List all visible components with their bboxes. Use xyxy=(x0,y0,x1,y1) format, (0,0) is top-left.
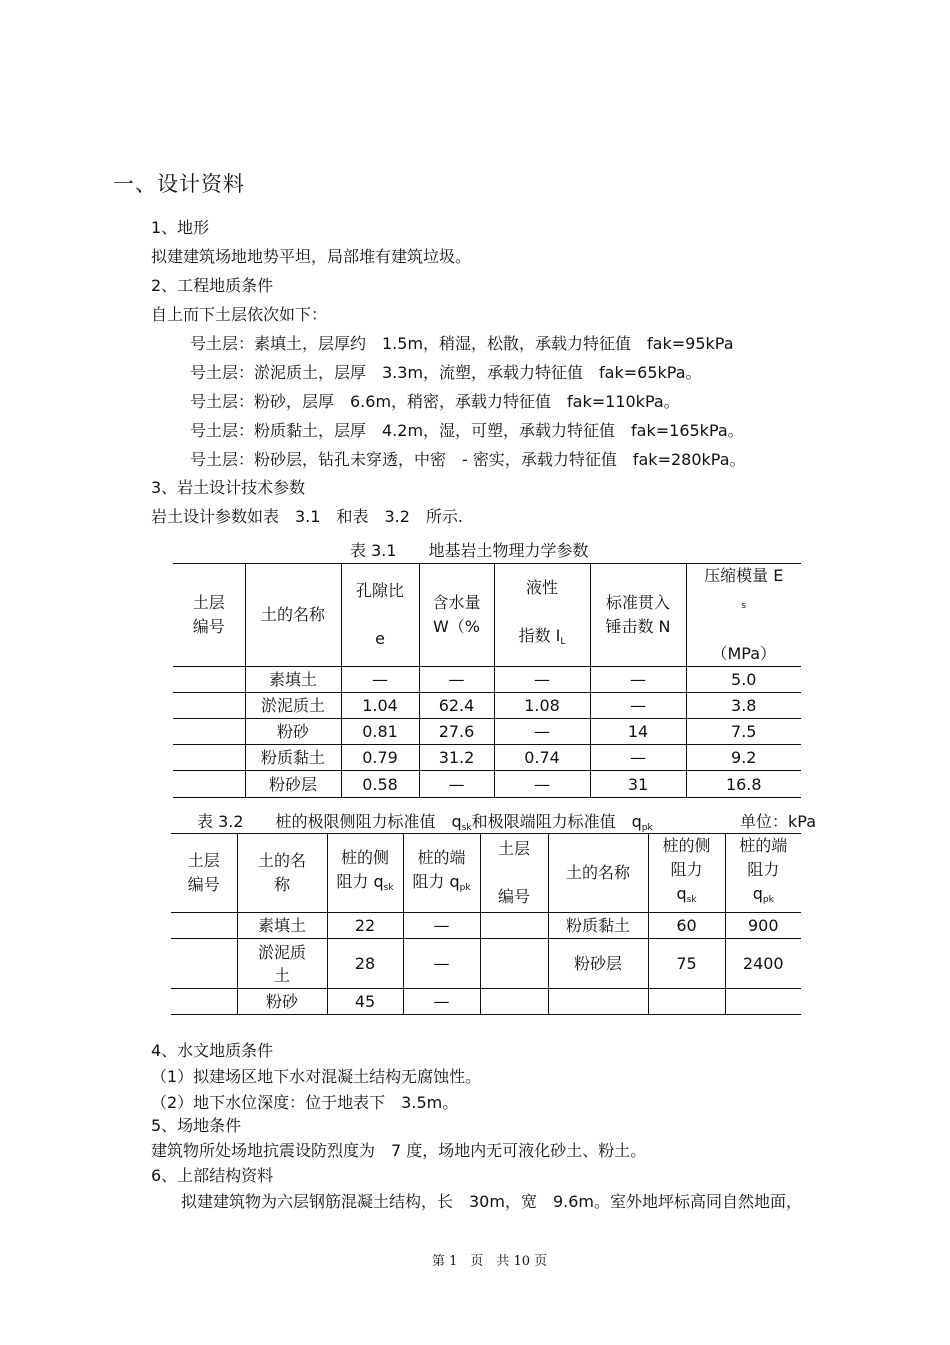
soil-layer-1: 号土层：素填土，层厚约 1.5m，稍湿，松散，承载力特征值 fak=95kPa xyxy=(190,334,734,353)
section-title-hydro: 4、水文地质条件 xyxy=(151,1041,274,1060)
section-title-geology: 2、工程地质条件 xyxy=(151,276,274,295)
table1-header-row xyxy=(173,564,801,667)
th-spt: 标准贯入 锤击数 N xyxy=(590,564,686,667)
table-row: 素填土 — — — — 5.0 xyxy=(173,667,801,693)
table2-header-row xyxy=(171,834,801,913)
soil-layer-5: 号土层：粉砂层，钻孔未穿透，中密 - 密实，承载力特征值 fak=280kPa。 xyxy=(190,450,746,469)
page-footer: 第 1 页 共 10 页 xyxy=(432,1254,548,1269)
section-title-site: 5、场地条件 xyxy=(151,1116,242,1135)
table-row: 粉质黏土 0.79 31.2 0.74 — 9.2 xyxy=(173,745,801,771)
soil-layer-2: 号土层：淤泥质土，层厚 3.3m，流塑，承载力特征值 fak=65kPa。 xyxy=(190,363,702,382)
soil-properties-table xyxy=(173,563,801,798)
params-text: 岩土设计参数如表 3.1 和表 3.2 所示. xyxy=(151,507,463,526)
table-row: 粉砂层 0.58 — — 31 16.8 xyxy=(173,771,801,798)
th-layer-no: 土层 编号 xyxy=(171,834,237,913)
section-title-params: 3、岩土设计技术参数 xyxy=(151,478,306,497)
hydro-item-2: （2）地下水位深度：位于地表下 3.5m。 xyxy=(151,1093,459,1112)
hydro-item-1: （1）拟建场区地下水对混凝土结构无腐蚀性。 xyxy=(151,1067,482,1086)
th-layer-no: 土层 编号 xyxy=(173,564,245,667)
table-row: 粉砂 45 — xyxy=(171,989,801,1015)
table2-unit: 单位：kPa xyxy=(740,812,817,831)
table1-caption: 表 3.1 地基岩土物理力学参数 xyxy=(350,541,589,560)
soil-layer-3: 号土层：粉砂，层厚 6.6m，稍密，承载力特征值 fak=110kPa。 xyxy=(190,392,680,411)
table-row: 粉砂 0.81 27.6 — 14 7.5 xyxy=(173,719,801,745)
soil-layer-4: 号土层：粉质黏土，层厚 4.2m，湿，可塑，承载力特征值 fak=165kPa。 xyxy=(190,421,744,440)
th-water-content: 含水量 W（% xyxy=(419,564,494,667)
th-soil-name-2: 土的名称 xyxy=(548,834,648,913)
site-text: 建筑物所处场地抗震设防烈度为 7 度，场地内无可液化砂土、粉土。 xyxy=(151,1141,647,1160)
th-side-resistance: 桩的侧 阻力 $q_{sk}$ xyxy=(327,834,403,913)
th-liquidity-index: 液性 指数 $I_L$ xyxy=(494,564,590,667)
structure-text: 拟建建筑物为六层钢筋混凝土结构，长 30m，宽 9.6m。室外地坪标高同自然地面， xyxy=(181,1192,802,1211)
table-row: 素填土 22 — 粉质黏土 60 900 xyxy=(171,913,801,939)
th-compression-modulus: 压缩模量 E $_s$ （MPa） xyxy=(686,564,801,667)
page-heading: 一、设计资料 xyxy=(113,172,245,196)
pile-resistance-table xyxy=(171,833,801,1015)
section-title-terrain: 1、地形 xyxy=(151,218,210,237)
th-void-ratio: 孔隙比 e xyxy=(341,564,419,667)
th-side-resistance-2: 桩的侧 阻力 $q_{sk}$ xyxy=(648,834,725,913)
section-title-structure: 6、上部结构资料 xyxy=(151,1166,274,1185)
table-row: 淤泥质土 1.04 62.4 1.08 — 3.8 xyxy=(173,693,801,719)
table2-caption: 表 3.2 桩的极限侧阻力标准值 $q_{sk}$和极限端阻力标准值 $q_{pk}$ xyxy=(197,812,653,833)
th-end-resistance-2: 桩的端 阻力 $q_{pk}$ xyxy=(725,834,801,913)
th-layer-no-2: 土层 编号 xyxy=(480,834,548,913)
terrain-text: 拟建建筑场地地势平坦，局部堆有建筑垃圾。 xyxy=(151,247,472,266)
geology-intro: 自上而下土层依次如下： xyxy=(151,305,328,324)
table-row: 淤泥质 土 28 — 粉砂层 75 2400 xyxy=(171,939,801,989)
th-end-resistance: 桩的端 阻力 $q_{pk}$ xyxy=(403,834,480,913)
th-soil-name: 土的名称 xyxy=(245,564,341,667)
th-soil-name: 土的名 称 xyxy=(237,834,327,913)
